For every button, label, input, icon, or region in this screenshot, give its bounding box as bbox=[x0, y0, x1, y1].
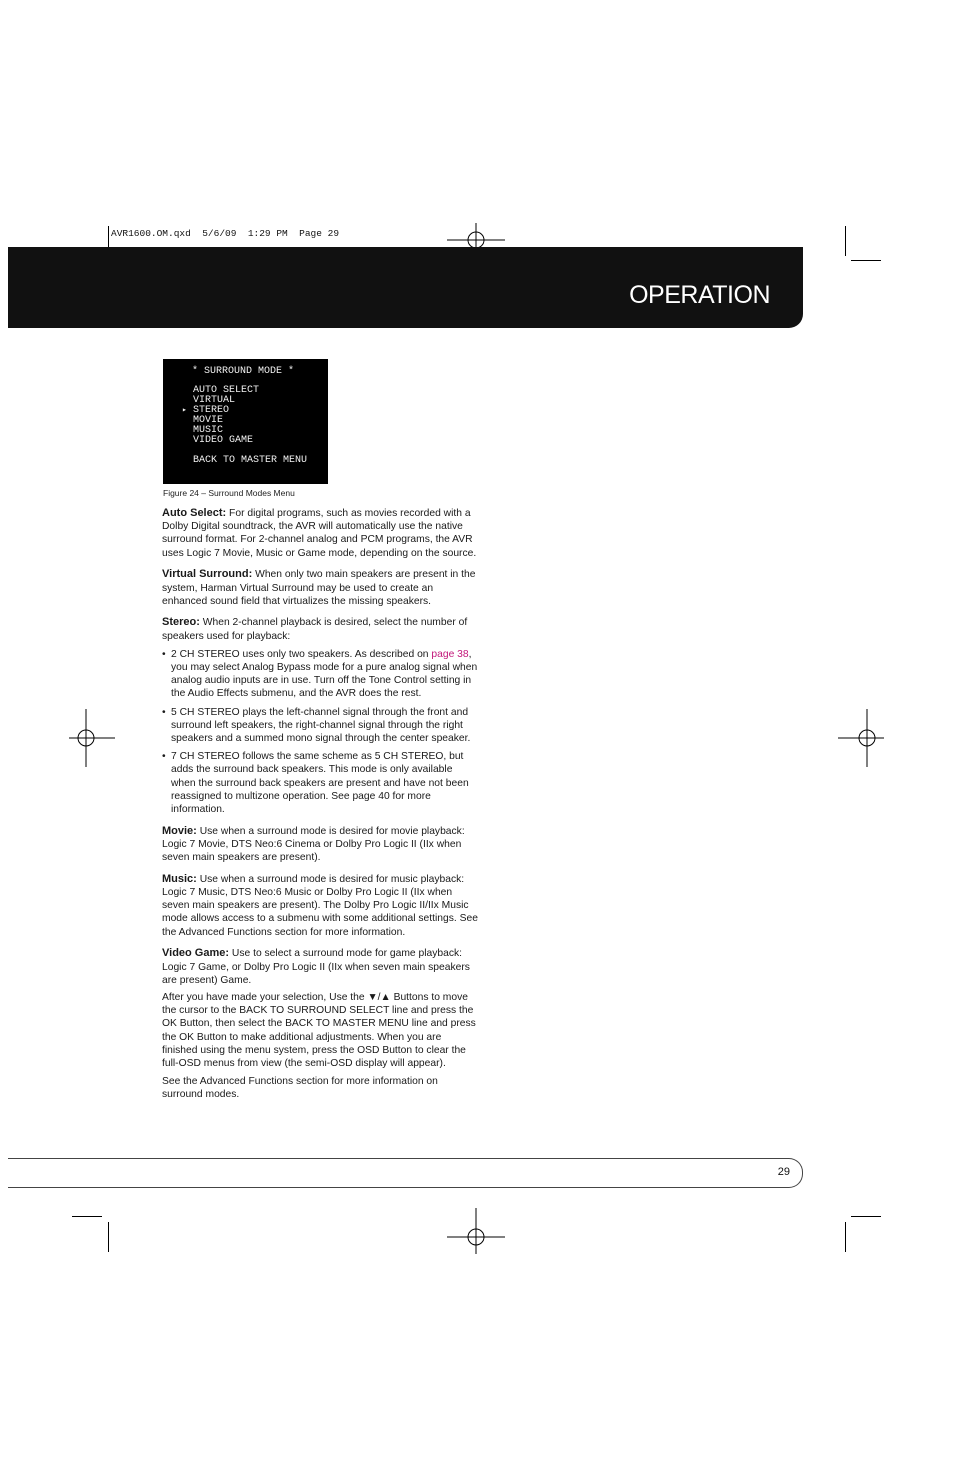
paragraph-auto-select bbox=[162, 507, 478, 560]
osd-menu-item: MOVIE bbox=[193, 415, 224, 426]
paragraph-text: When 2-channel playback is desired, select the number of speakers used for playback: bbox=[162, 617, 468, 642]
crop-mark bbox=[845, 226, 846, 256]
body-text bbox=[162, 507, 478, 1110]
registration-mark-icon bbox=[838, 709, 896, 767]
section-title: OPERATION bbox=[629, 281, 770, 309]
page-38-link[interactable]: page 38 bbox=[431, 648, 469, 660]
paragraph-text: For digital programs, such as movies recorded with a Dolby Digital soundtrack, the AVR will automatically use the native surround format. For 2-channel analog and PCM programs, the AVR uses Logic 7 Movie, Music or Game mode, depending on the source. bbox=[162, 508, 477, 559]
term-label: Movie: bbox=[162, 824, 197, 837]
term-label: Virtual Surround: bbox=[162, 568, 253, 581]
list-item: • 7 CH STEREO follows the same scheme as 5 CH STEREO, but adds the surround back speakers. This mode is only available when the surround back speakers are present and have not been reassigned to multizone operation. See page 40 for more information. bbox=[162, 750, 478, 816]
paragraph-after-selection: After you have made your selection, Use the ▼/▲ Buttons to move the cursor to the BACK TO SURROUND SELECT line and press the OK Button, then select the BACK TO MASTER MENU line and press the OK Button to make additional adjustments. When you are finished using the menu system, press the OSD Button to clear the full-OSD menus from view (the semi-OSD display will appear). bbox=[162, 992, 476, 1070]
osd-menu-title: * SURROUND MODE * bbox=[192, 366, 295, 377]
paragraph-text: Use to select a surround mode for game playback: Logic 7 Game, or Dolby Pro Logic II (IIx when seven main speakers are present) Game. bbox=[162, 948, 470, 986]
stereo-options-list bbox=[162, 648, 478, 816]
registration-mark-icon bbox=[57, 709, 115, 767]
paragraph-movie bbox=[162, 825, 478, 865]
crop-mark bbox=[851, 1216, 881, 1217]
term-label: Auto Select: bbox=[162, 507, 227, 519]
term-label: Stereo: bbox=[162, 616, 200, 629]
list-text: , you may select Analog Bypass mode for a pure analog signal when analog audio inputs are in use. Turn off the Tone Control setting in the Audio Effects submenu, and the AVR does the rest. bbox=[171, 648, 478, 700]
registration-mark-icon bbox=[447, 1208, 505, 1266]
term-label: Video Game: bbox=[162, 947, 230, 960]
crop-mark bbox=[845, 1222, 846, 1252]
paragraph-video-game bbox=[162, 947, 478, 987]
osd-menu-back-item: BACK TO MASTER MENU bbox=[193, 455, 308, 466]
osd-menu-item: STEREO bbox=[193, 405, 230, 416]
crop-mark bbox=[108, 1222, 109, 1252]
list-text: 2 CH STEREO uses only two speakers. As described on bbox=[171, 648, 432, 660]
term-label: Music: bbox=[162, 872, 197, 885]
figure-caption: Figure 24 – Surround Modes Menu bbox=[163, 488, 295, 498]
paragraph-virtual-surround bbox=[162, 568, 478, 608]
paragraph-stereo bbox=[162, 616, 478, 642]
osd-cursor-icon: ▸ bbox=[182, 406, 187, 415]
paragraph-text: Use when a surround mode is desired for music playback: Logic 7 Music, DTS Neo:6 Music or Dolby Pro Logic II (IIx when seven main speakers are present). The Dolby Pro Logic II/IIx Music mode allows access to a submenu with some additional settings. See the Advanced Functions section for more information. bbox=[162, 873, 478, 938]
paragraph-text: Use when a surround mode is desired for movie playback: Logic 7 Movie, DTS Neo:6 Cinema or Dolby Pro Logic II (IIx when seven main speakers are present). bbox=[162, 825, 465, 864]
footer-bar bbox=[8, 1158, 803, 1188]
crop-mark bbox=[851, 260, 881, 261]
paragraph-see-also: See the Advanced Functions section for more information on surround modes. bbox=[162, 1076, 438, 1101]
osd-menu-item: VIDEO GAME bbox=[193, 435, 254, 446]
paragraph-text: When only two main speakers are present in the system, Harman Virtual Surround may be used to create an enhanced sound field that virtualizes the missing speakers. bbox=[162, 569, 476, 607]
osd-menu-item: VIRTUAL bbox=[193, 395, 236, 406]
section-header-bar bbox=[8, 247, 803, 328]
surround-mode-osd-figure bbox=[163, 359, 328, 484]
print-slug: AVR1600.OM.qxd 5/6/09 1:29 PM Page 29 bbox=[111, 228, 340, 239]
osd-menu-item: MUSIC bbox=[193, 425, 224, 436]
paragraph-music bbox=[162, 873, 478, 939]
crop-mark bbox=[72, 1216, 102, 1217]
list-item bbox=[162, 648, 478, 701]
page-number: 29 bbox=[777, 1166, 790, 1178]
list-item: • 5 CH STEREO plays the left-channel signal through the front and surround left speakers, the right-channel signal through the right speakers and a summed mono signal through the center speaker. bbox=[162, 706, 478, 746]
osd-menu-item: AUTO SELECT bbox=[193, 385, 260, 396]
